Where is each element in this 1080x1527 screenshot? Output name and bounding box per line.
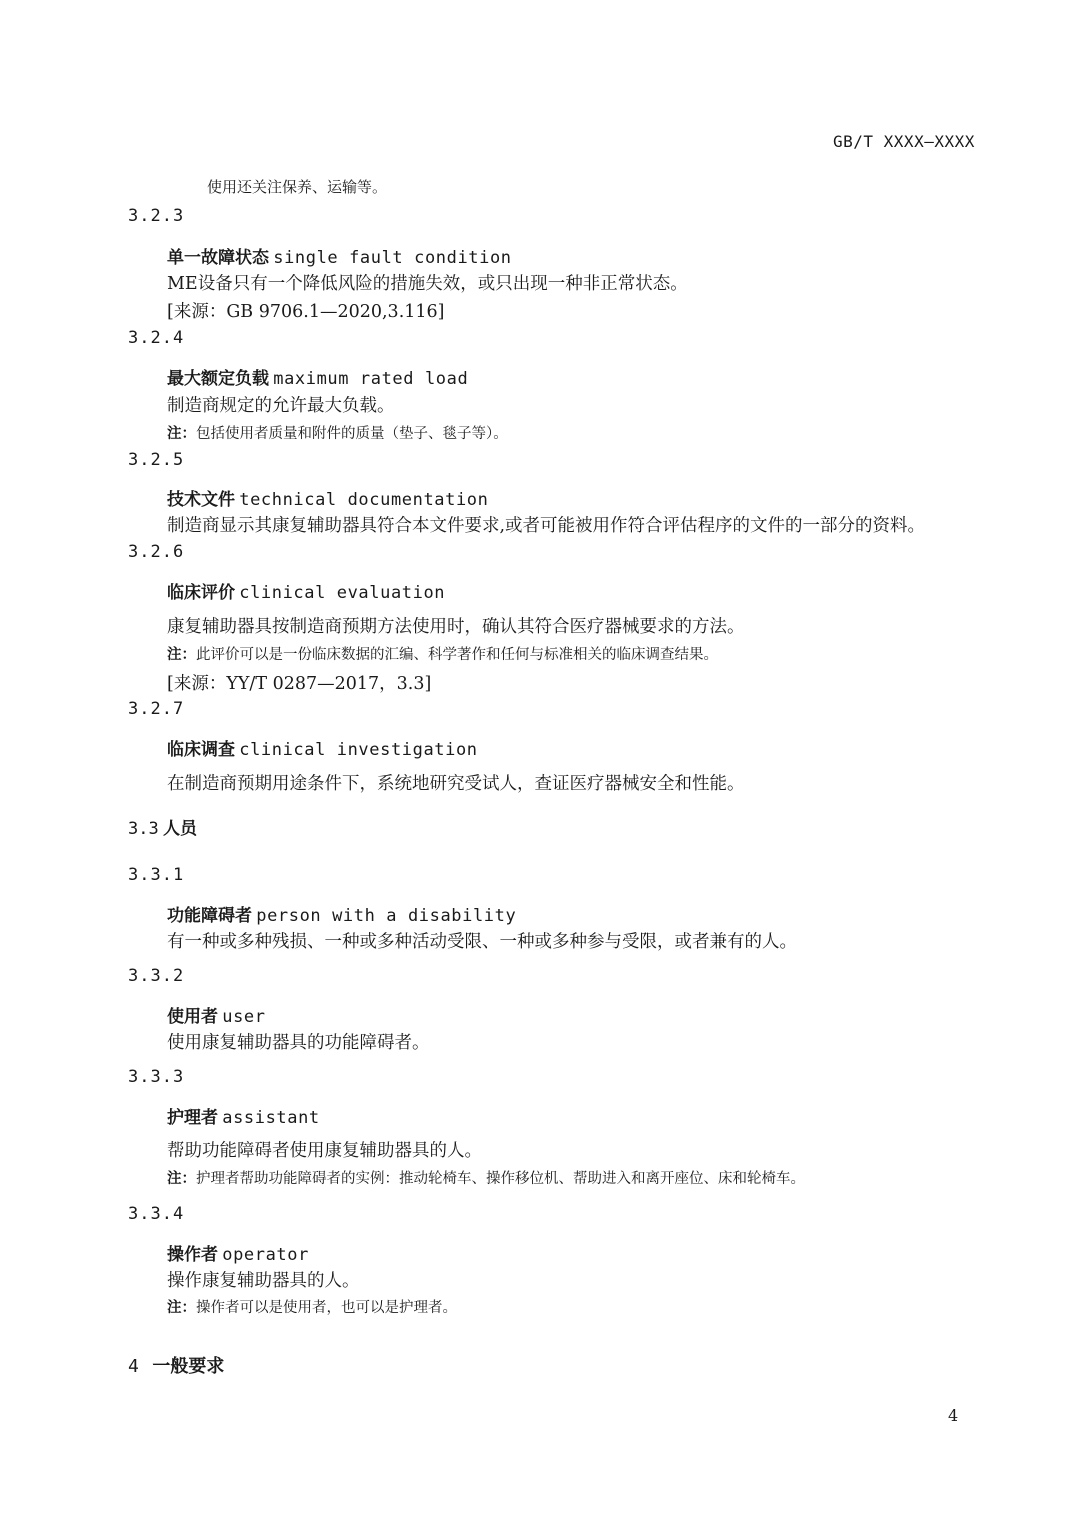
- term-zh: 使用者: [167, 1007, 218, 1027]
- note-3-3-3: [167, 1167, 805, 1188]
- source-3-2-3: [来源：GB 9706.1—2020,3.116]: [167, 302, 445, 322]
- term-3-3-2: [167, 1002, 266, 1027]
- definition-3-2-5: 制造商显示其康复辅助器具符合本文件要求,或者可能被用作符合评估程序的文件的一部分的资料。: [167, 516, 926, 536]
- clause-heading-4: [128, 1352, 224, 1378]
- term-en: person with a disability: [256, 906, 517, 926]
- note-label: 注：: [167, 1300, 196, 1316]
- section-number-3-2-7: 3.2.7: [128, 699, 185, 719]
- definition-3-3-4: 操作康复辅助器具的人。: [167, 1271, 360, 1291]
- section-number-3-2-5: 3.2.5: [128, 450, 185, 470]
- term-zh: 护理者: [167, 1108, 218, 1128]
- term-en: technical documentation: [239, 490, 489, 510]
- term-en: maximum rated load: [273, 369, 469, 389]
- section-number-3-3-1: 3.3.1: [128, 865, 185, 885]
- definition-3-2-7: 在制造商预期用途条件下，系统地研究受试人，查证医疗器械安全和性能。: [167, 774, 745, 794]
- term-3-2-7: [167, 735, 478, 760]
- definition-3-2-4: 制造商规定的允许最大负载。: [167, 396, 395, 416]
- term-zh: 临床调查: [167, 740, 235, 760]
- source-3-2-6: [来源：YY/T 0287—2017，3.3]: [167, 674, 432, 694]
- note-label: 注：: [167, 647, 196, 663]
- clause-number: 4: [128, 1356, 139, 1377]
- note-text: 此评价可以是一份临床数据的汇编、科学著作和任何与标准相关的临床调查结果。: [196, 647, 718, 663]
- section-heading-3-3: [128, 814, 197, 839]
- section-number-3-3-3: 3.3.3: [128, 1067, 185, 1087]
- section-number-3-3-4: 3.3.4: [128, 1204, 185, 1224]
- term-3-3-4: [167, 1240, 309, 1265]
- clause-title: 一般要求: [152, 1356, 225, 1377]
- section-number-3-3-2: 3.3.2: [128, 966, 185, 986]
- term-zh: 最大额定负载: [167, 369, 269, 389]
- note-text: 操作者可以是使用者，也可以是护理者。: [196, 1300, 457, 1316]
- section-number-3-2-6: 3.2.6: [128, 542, 185, 562]
- note-text: 包括使用者质量和附件的质量（垫子、毯子等）。: [196, 426, 508, 442]
- definition-3-2-6: 康复辅助器具按制造商预期方法使用时，确认其符合医疗器械要求的方法。: [167, 617, 745, 637]
- term-zh: 单一故障状态: [167, 248, 269, 268]
- note-label: 注：: [167, 426, 196, 442]
- section-title: 人员: [162, 819, 197, 839]
- definition-3-2-3: ME设备只有一个降低风险的措施失效，或只出现一种非正常状态。: [167, 274, 688, 294]
- term-3-3-3: [167, 1103, 320, 1128]
- term-3-3-1: [167, 901, 516, 926]
- section-number-3-2-4: 3.2.4: [128, 328, 185, 348]
- continuation-text: 使用还关注保养、运输等。: [207, 178, 388, 196]
- term-zh: 临床评价: [167, 583, 235, 603]
- definition-3-3-2: 使用康复辅助器具的功能障碍者。: [167, 1033, 430, 1053]
- term-zh: 操作者: [167, 1245, 218, 1265]
- term-en: clinical investigation: [239, 740, 478, 760]
- note-label: 注：: [167, 1171, 196, 1187]
- term-en: operator: [222, 1245, 309, 1265]
- section-number: 3.3: [128, 819, 159, 839]
- term-en: assistant: [222, 1108, 320, 1128]
- term-en: clinical evaluation: [239, 583, 446, 603]
- term-3-2-3: [167, 243, 512, 268]
- page-number: 4: [948, 1406, 959, 1425]
- note-text: 护理者帮助功能障碍者的实例：推动轮椅车、操作移位机、帮助进入和离开座位、床和轮椅车。: [196, 1171, 805, 1187]
- term-3-2-6: [167, 578, 445, 603]
- note-3-3-4: [167, 1296, 457, 1317]
- document-id: GB/T XXXX—XXXX: [833, 132, 975, 151]
- note-3-2-4: [167, 422, 508, 443]
- term-zh: 技术文件: [167, 490, 235, 510]
- term-en: single fault condition: [273, 248, 512, 268]
- term-3-2-5: [167, 485, 488, 510]
- term-en: user: [222, 1007, 266, 1027]
- section-number-3-2-3: 3.2.3: [128, 206, 185, 226]
- note-3-2-6: [167, 643, 718, 664]
- term-3-2-4: [167, 364, 468, 389]
- definition-3-3-1: 有一种或多种残损、一种或多种活动受限、一种或多种参与受限，或者兼有的人。: [167, 932, 797, 952]
- definition-3-3-3: 帮助功能障碍者使用康复辅助器具的人。: [167, 1141, 482, 1161]
- term-zh: 功能障碍者: [167, 906, 252, 926]
